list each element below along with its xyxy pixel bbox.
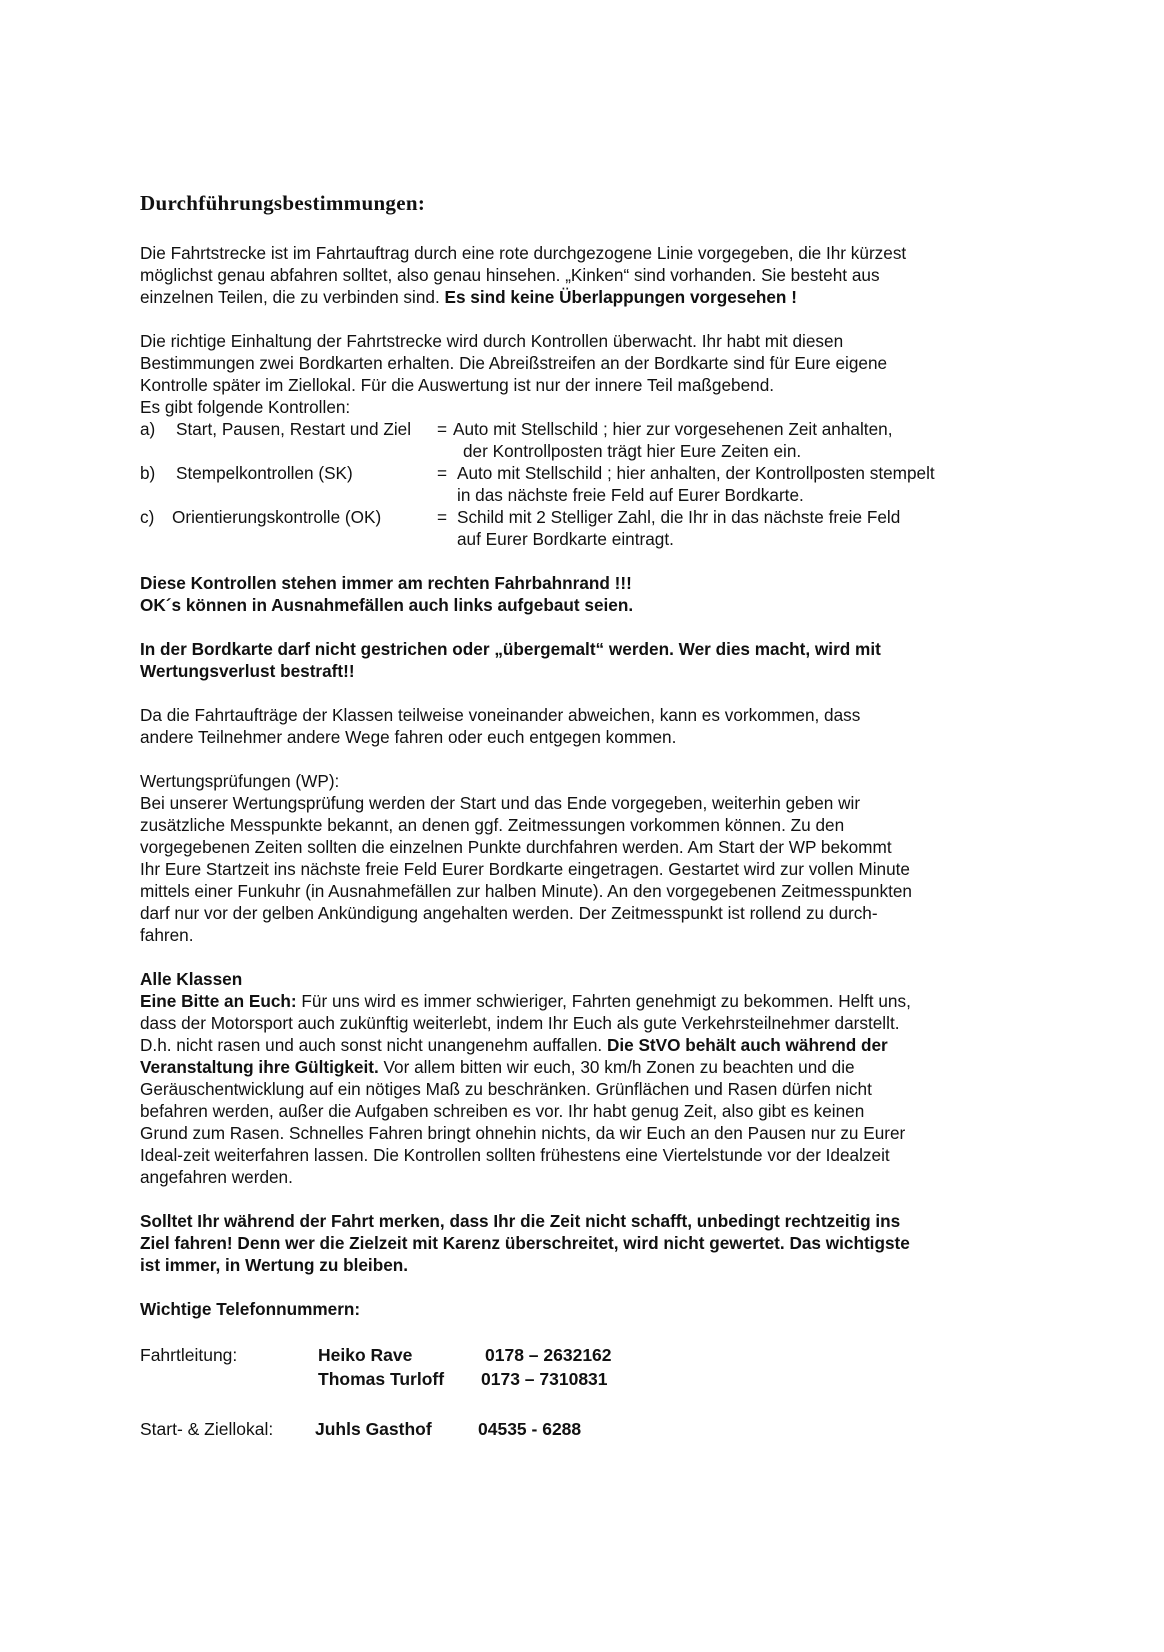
text-line: andere Teilnehmer andere Wege fahren oder euch entgegen kommen. bbox=[140, 727, 677, 747]
text-line: Kontrolle später im Ziellokal. Für die Auswertung ist nur der innere Teil maßgebend. bbox=[140, 375, 775, 395]
text-line: darf nur vor der gelben Ankündigung angehalten werden. Der Zeitmesspunkt ist rollend zu durch- bbox=[140, 903, 878, 923]
control-letter: b) bbox=[140, 463, 156, 483]
page-title: Durchführungsbestimmungen: bbox=[140, 191, 426, 215]
text-line: OK´s können in Ausnahmefällen auch links aufgebaut seien. bbox=[140, 595, 634, 615]
time-warning bbox=[140, 1210, 1040, 1276]
control-name: Start, Pausen, Restart und Ziel bbox=[176, 419, 412, 439]
control-letter: c) bbox=[140, 507, 155, 527]
text-line: möglichst genau abfahren solltet, also genau hinsehen. „Kinken“ sind vorhanden. Sie besteht aus bbox=[140, 265, 880, 285]
control-item-b bbox=[140, 462, 1040, 484]
text-line: Ziel fahren! Denn wer die Zielzeit mit Karenz überschreitet, wird nicht gewertet. Das wichtigste bbox=[140, 1233, 910, 1253]
all-classes-section bbox=[140, 968, 1040, 1188]
control-equals: = bbox=[437, 507, 448, 527]
right-side-warning bbox=[140, 572, 1040, 616]
control-definition: Auto mit Stellschild ; hier zur vorgesehenen Zeit anhalten, bbox=[453, 419, 893, 439]
document-body bbox=[140, 190, 1040, 1442]
text-line: Eine Bitte an Euch: Für uns wird es immer schwieriger, Fahrten genehmigt zu bekommen. Helft uns, bbox=[140, 991, 911, 1011]
phone-number: 0173 – 7310831 bbox=[481, 1369, 608, 1389]
section-heading: Alle Klassen bbox=[140, 969, 243, 989]
control-definition: auf Eurer Bordkarte eintragt. bbox=[457, 529, 674, 549]
text-line: Bei unserer Wertungsprüfung werden der Start und das Ende vorgegeben, weiterhin geben wir bbox=[140, 793, 861, 813]
text-line: Geräuschentwicklung auf ein nötiges Maß zu beschränken. Grünflächen und Rasen dürfen nicht bbox=[140, 1079, 872, 1099]
control-equals: = bbox=[437, 419, 448, 439]
text-line: Solltet Ihr während der Fahrt merken, dass Ihr die Zeit nicht schafft, unbedingt rechtzeitig ins bbox=[140, 1211, 901, 1231]
phone-row bbox=[140, 1368, 1040, 1392]
text-line: Die richtige Einhaltung der Fahrtstrecke wird durch Kontrollen überwacht. Ihr habt mit diesen bbox=[140, 331, 844, 351]
section-heading: Wichtige Telefonnummern: bbox=[140, 1299, 361, 1319]
phone-label: Start- & Ziellokal: bbox=[140, 1419, 274, 1439]
text-line: Da die Fahrtaufträge der Klassen teilweise voneinander abweichen, kann es vorkommen, dass bbox=[140, 705, 861, 725]
text-line: Die Fahrtstrecke ist im Fahrtauftrag durch eine rote durchgezogene Linie vorgegeben, die Ihr kürzest bbox=[140, 243, 907, 263]
text-line: Ideal-zeit weiterfahren lassen. Die Kontrollen sollten frühestens eine Viertelstunde vor der Idealzeit bbox=[140, 1145, 890, 1165]
text-line: D.h. nicht rasen und auch sonst nicht unangenehm auffallen. Die StVO behält auch während der bbox=[140, 1035, 888, 1055]
overlap-notice: Es sind keine Überlappungen vorgesehen ! bbox=[444, 287, 797, 307]
text-line: ist immer, in Wertung zu bleiben. bbox=[140, 1255, 409, 1275]
text-line: Es gibt folgende Kontrollen: bbox=[140, 397, 351, 417]
phone-row bbox=[140, 1344, 1040, 1368]
text-line: Ihr Eure Startzeit ins nächste freie Feld Eurer Bordkarte eingetragen. Gestartet wird zur vollen Minute bbox=[140, 859, 910, 879]
control-equals: = bbox=[437, 463, 448, 483]
control-definition: Schild mit 2 Stelliger Zahl, die Ihr in das nächste freie Feld bbox=[457, 507, 901, 527]
wp-section bbox=[140, 770, 1040, 946]
route-paragraph bbox=[140, 242, 1040, 308]
bordkarte-warning bbox=[140, 638, 1040, 682]
control-definition: Auto mit Stellschild ; hier anhalten, der Kontrollposten stempelt bbox=[457, 463, 935, 483]
classes-paragraph bbox=[140, 704, 1040, 748]
text-line: einzelnen Teilen, die zu verbinden sind. Es sind keine Überlappungen vorgesehen ! bbox=[140, 287, 797, 307]
control-name: Stempelkontrollen (SK) bbox=[176, 463, 353, 483]
text-line: befahren werden, außer die Aufgaben schreiben es vor. Ihr habt genug Zeit, also gibt es keinen bbox=[140, 1101, 865, 1121]
control-item-a bbox=[140, 418, 1040, 440]
text-line: In der Bordkarte darf nicht gestrichen oder „übergemalt“ werden. Wer dies macht, wird mit bbox=[140, 639, 881, 659]
text-line: Grund zum Rasen. Schnelles Fahren bringt ohnehin nichts, da wir Euch an den Pausen nur zu Eurer bbox=[140, 1123, 906, 1143]
control-item-c bbox=[140, 506, 1040, 528]
text-line: dass der Motorsport auch zukünftig weiterlebt, indem Ihr Euch als gute Verkehrsteilnehmer darstellt. bbox=[140, 1013, 900, 1033]
controls-paragraph bbox=[140, 330, 1040, 550]
text-line: zusätzliche Messpunkte bekannt, an denen ggf. Zeitmessungen vorkommen können. Zu den bbox=[140, 815, 845, 835]
control-definition: der Kontrollposten trägt hier Eure Zeiten ein. bbox=[463, 441, 802, 461]
contact-name: Heiko Rave bbox=[318, 1345, 413, 1365]
contact-name: Thomas Turloff bbox=[318, 1369, 445, 1389]
text-line: fahren. bbox=[140, 925, 194, 945]
text-line: Diese Kontrollen stehen immer am rechten Fahrbahnrand !!! bbox=[140, 573, 632, 593]
control-name: Orientierungskontrolle (OK) bbox=[172, 507, 382, 527]
phone-section bbox=[140, 1298, 1040, 1442]
text-line: vorgegebenen Zeiten sollten die einzelnen Punkte durchfahren werden. Am Start der WP bekommt bbox=[140, 837, 892, 857]
control-letter: a) bbox=[140, 419, 156, 439]
phone-number: 0178 – 2632162 bbox=[485, 1345, 612, 1365]
text-line: Wertungsverlust bestraft!! bbox=[140, 661, 355, 681]
text-line: angefahren werden. bbox=[140, 1167, 293, 1187]
phone-label: Fahrtleitung: bbox=[140, 1345, 238, 1365]
text-line: Bestimmungen zwei Bordkarten erhalten. Die Abreißstreifen an der Bordkarte sind für Eure eigene bbox=[140, 353, 888, 373]
phone-number: 04535 - 6288 bbox=[478, 1419, 582, 1439]
contact-name: Juhls Gasthof bbox=[315, 1419, 432, 1439]
section-heading: Wertungsprüfungen (WP): bbox=[140, 771, 340, 791]
phone-row bbox=[140, 1418, 1040, 1442]
text-line: mittels einer Funkuhr (in Ausnahmefällen zur halben Minute). An den vorgegebenen Zeitmesspunkten bbox=[140, 881, 912, 901]
control-definition: in das nächste freie Feld auf Eurer Bordkarte. bbox=[457, 485, 804, 505]
text-line: Veranstaltung ihre Gültigkeit. Vor allem bitten wir euch, 30 km/h Zonen zu beachten und die bbox=[140, 1057, 855, 1077]
